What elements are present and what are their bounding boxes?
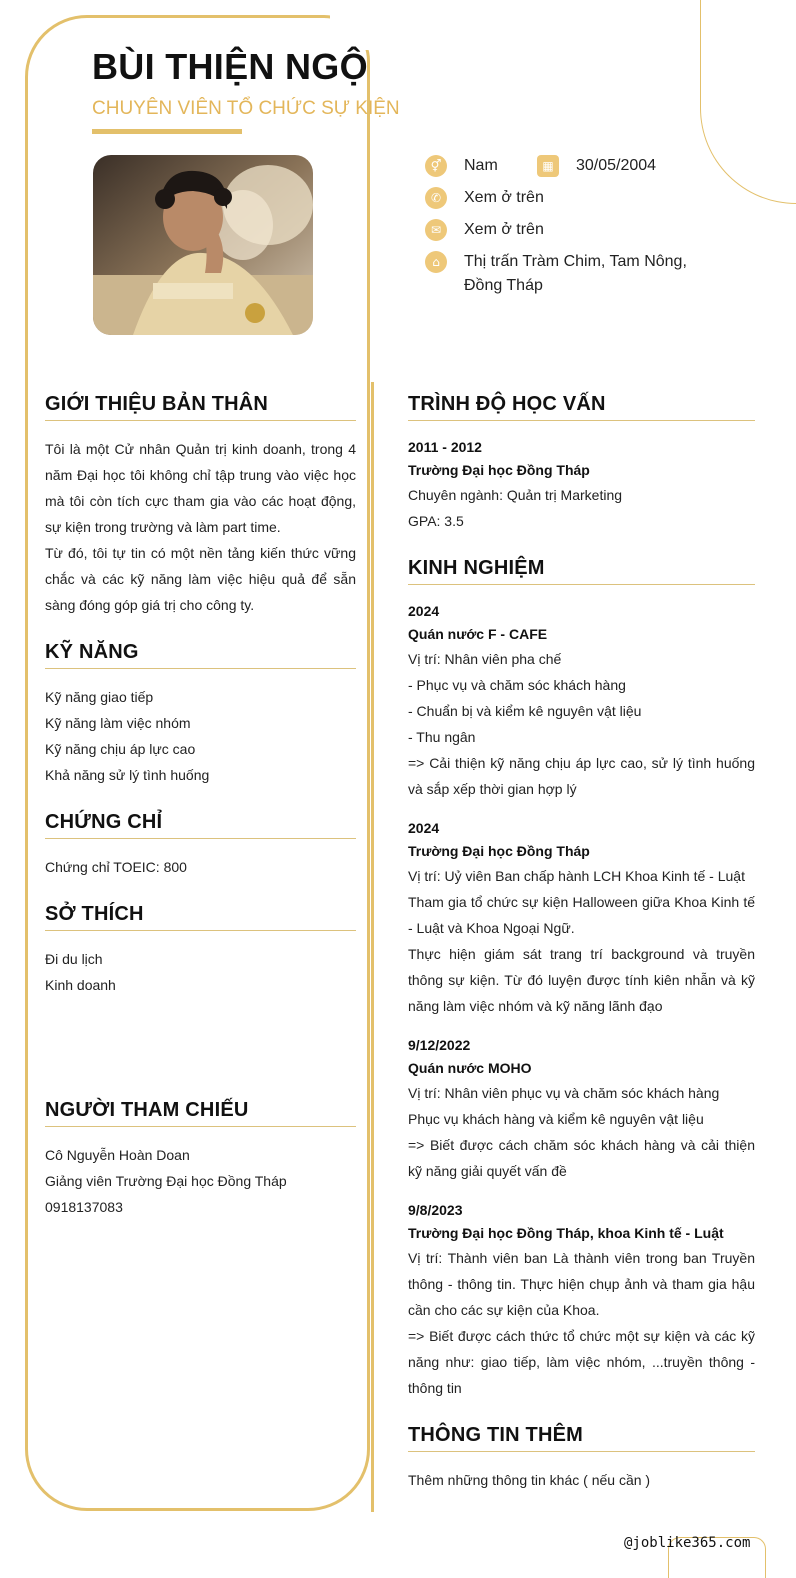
references-underline xyxy=(45,1126,356,1127)
job-org: Trường Đại học Đồng Tháp, khoa Kinh tế - Luật xyxy=(408,1225,724,1241)
job-org: Quán nước MOHO xyxy=(408,1060,532,1076)
skill-item: Kỹ năng chịu áp lực cao xyxy=(45,741,196,757)
education-gpa: GPA: 3.5 xyxy=(408,513,464,529)
skills-underline xyxy=(45,668,356,669)
reference-item: Giảng viên Trường Đại học Đồng Tháp xyxy=(45,1173,287,1189)
reference-item: Cô Nguyễn Hoàn Doan xyxy=(45,1147,190,1163)
education-title: TRÌNH ĐỘ HỌC VẤN xyxy=(408,393,606,415)
skills-title: KỸ NĂNG xyxy=(45,641,139,663)
education-major: Chuyên ngành: Quản trị Marketing xyxy=(408,487,623,503)
job-line: => Cải thiện kỹ năng chịu áp lực cao, sử lý tình huống và sắp xếp thời gian hợp lý xyxy=(408,755,755,797)
about-title: GIỚI THIỆU BẢN THÂN xyxy=(45,393,269,415)
more-info-text: Thêm những thông tin khác ( nếu cần ) xyxy=(408,1472,651,1488)
job-line: - Phục vụ và chăm sóc khách hàng xyxy=(408,677,626,693)
hobby-item: Đi du lịch xyxy=(45,951,103,967)
phone-value: Xem ở trên xyxy=(464,189,544,206)
job-line: => Biết được cách chăm sóc khách hàng và cải thiện kỹ năng giải quyết vấn đề xyxy=(408,1137,755,1179)
about-paragraph-1: Tôi là một Cử nhân Quản trị kinh doanh, trong 4 năm Đại học tôi không chỉ tập trung vào việc học mà tôi còn tích cực tham gia vào các hoạt động, sự kiện trong trường và làm part time. xyxy=(45,441,356,535)
reference-item: 0918137083 xyxy=(45,1199,123,1215)
job-line: Tham gia tổ chức sự kiện Halloween giữa Khoa Kinh tế - Luật và Khoa Ngoại Ngữ. xyxy=(408,894,755,936)
education-period: 2011 - 2012 xyxy=(408,439,482,455)
gender-icon: ⚥ xyxy=(425,155,447,177)
certificates-title: CHỨNG CHỈ xyxy=(45,811,163,833)
about-underline xyxy=(45,420,356,421)
home-icon: ⌂ xyxy=(425,251,447,273)
job-date: 2024 xyxy=(408,820,440,836)
job-org: Trường Đại học Đồng Tháp xyxy=(408,843,590,859)
frame-gap xyxy=(330,12,390,50)
experience-title: KINH NGHIỆM xyxy=(408,557,545,579)
more-info-title: THÔNG TIN THÊM xyxy=(408,1424,584,1446)
job-line: - Thu ngân xyxy=(408,729,476,745)
skill-item: Kỹ năng làm việc nhóm xyxy=(45,715,191,731)
phone-icon: ✆ xyxy=(425,187,447,209)
email-value: Xem ở trên xyxy=(464,221,544,238)
education-underline xyxy=(408,420,755,421)
job-line: Phục vụ khách hàng và kiểm kê nguyên vật liệu xyxy=(408,1111,704,1127)
job-line: Vị trí: Nhân viên pha chế xyxy=(408,651,562,667)
hobbies-underline xyxy=(45,930,356,931)
job-line: Thực hiện giám sát trang trí background và truyền thông sự kiện. Từ đó luyện được tính kiên nhẫn và kỹ năng làm việc nhóm và kỹ năng lãnh đạo xyxy=(408,946,755,1014)
address-line-2: Đồng Tháp xyxy=(464,277,543,294)
profile-photo xyxy=(93,155,313,335)
gender-value: Nam xyxy=(464,157,498,174)
education-school: Trường Đại học Đồng Tháp xyxy=(408,462,590,478)
birthday-value: 30/05/2004 xyxy=(576,157,657,174)
references-title: NGƯỜI THAM CHIẾU xyxy=(45,1099,249,1121)
role-underline xyxy=(92,129,242,134)
skill-item: Khả năng sử lý tình huống xyxy=(45,767,210,783)
job-org: Quán nước F - CAFE xyxy=(408,626,548,642)
more-info-underline xyxy=(408,1451,755,1452)
hobbies-title: SỞ THÍCH xyxy=(45,903,144,925)
footer-brand: @joblike365.com xyxy=(624,1535,751,1551)
candidate-role: CHUYÊN VIÊN TỔ CHỨC SỰ KIỆN xyxy=(92,98,400,119)
hobby-item: Kinh doanh xyxy=(45,977,116,993)
skill-item: Kỹ năng giao tiếp xyxy=(45,689,154,705)
corner-decoration xyxy=(700,0,796,204)
mail-icon: ✉ xyxy=(425,219,447,241)
candidate-name: BÙI THIỆN NGỘ xyxy=(92,46,368,87)
job-line: Vị trí: Nhân viên phục vụ và chăm sóc khách hàng xyxy=(408,1085,720,1101)
certificate-item: Chứng chỉ TOEIC: 800 xyxy=(45,859,187,875)
job-line: => Biết được cách thức tổ chức một sự kiện và các kỹ năng như: giao tiếp, làm việc nhóm, ...truyền thông - thông tin xyxy=(408,1328,755,1396)
job-line: Vị trí: Thành viên ban Là thành viên trong ban Truyền thông - thông tin. Thực hiện chụp ảnh và tham gia hậu cần cho các sự kiện của Khoa. xyxy=(408,1250,755,1318)
address-line-1: Thị trấn Tràm Chim, Tam Nông, xyxy=(464,253,687,270)
job-line: Vị trí: Uỷ viên Ban chấp hành LCH Khoa Kinh tế - Luật xyxy=(408,868,745,884)
job-date: 9/12/2022 xyxy=(408,1037,471,1053)
calendar-icon: ▦ xyxy=(537,155,559,177)
job-date: 2024 xyxy=(408,603,440,619)
experience-underline xyxy=(408,584,755,585)
about-paragraph-2: Từ đó, tôi tự tin có một nền tảng kiến thức vững chắc và các kỹ năng làm việc hiệu quả để sẵn sàng đóng góp giá trị cho công ty. xyxy=(45,545,356,613)
job-line: - Chuẩn bị và kiểm kê nguyên vật liệu xyxy=(408,703,642,719)
column-divider xyxy=(371,382,374,1512)
certificates-underline xyxy=(45,838,356,839)
job-date: 9/8/2023 xyxy=(408,1202,463,1218)
